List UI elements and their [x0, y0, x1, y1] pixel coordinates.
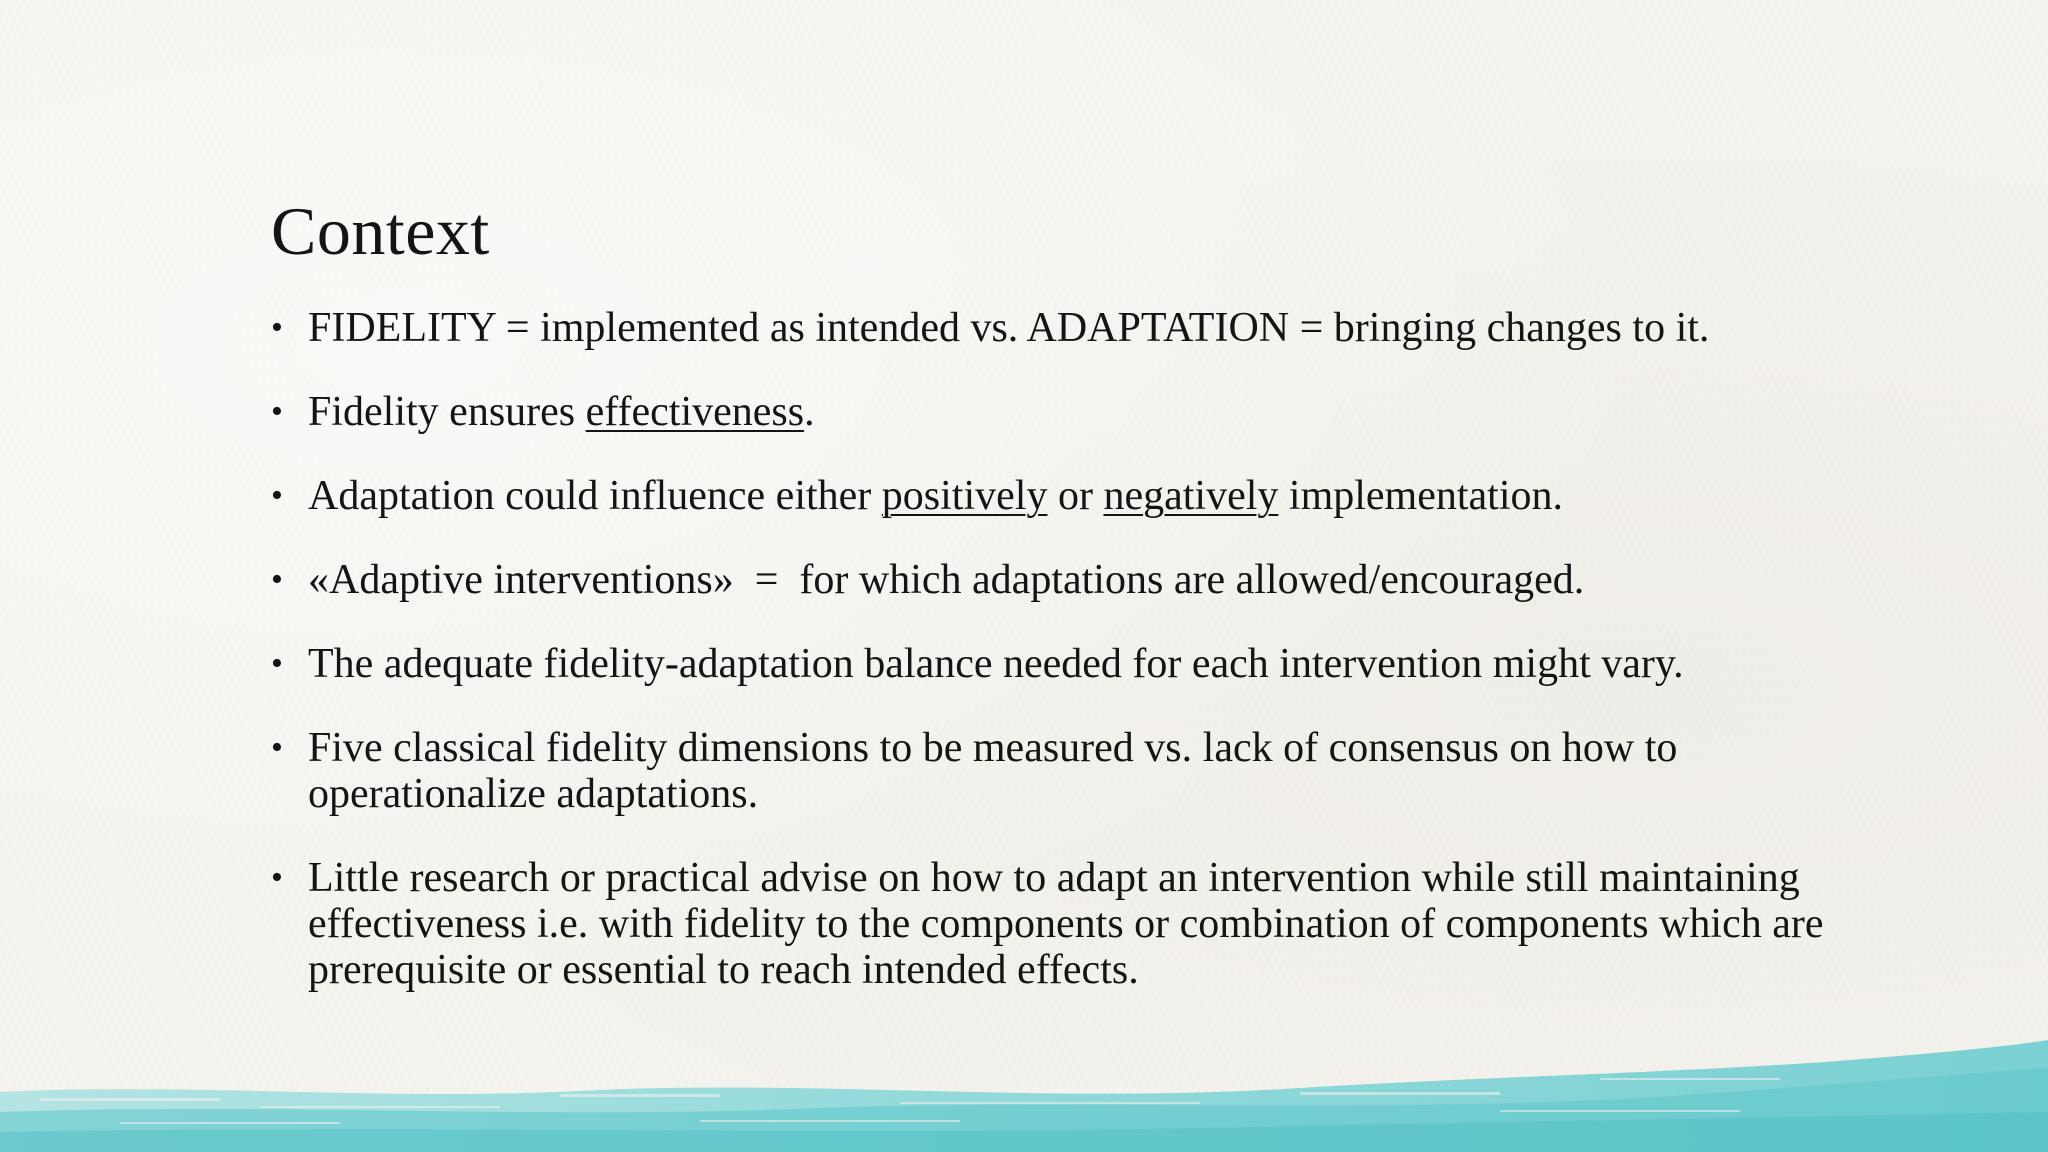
underlined-term: positively — [881, 473, 1048, 519]
bullet-item — [271, 305, 1871, 351]
bullet-item — [271, 641, 1871, 687]
watercolor-wash-decoration — [0, 1032, 2048, 1152]
bullet-text: FIDELITY = implemented as intended vs. ADAPTATION = bringing changes to it. — [308, 305, 1710, 351]
bullet-list — [271, 305, 1871, 1031]
bullet-dot-icon: • — [271, 561, 283, 598]
bullet-item — [271, 473, 1871, 519]
bullet-dot-icon: • — [271, 645, 283, 682]
bullet-dot-icon: • — [271, 729, 283, 766]
bullet-dot-icon: • — [271, 477, 283, 514]
bullet-text: Five classical fidelity dimensions to be measured vs. lack of consensus on how to operationalize adaptations. — [308, 725, 1678, 817]
bullet-dot-icon: • — [271, 859, 283, 896]
bullet-text: implementation. — [1278, 473, 1564, 519]
bullet-text: Little research or practical advise on how to adapt an intervention while still maintaining effectiveness i.e. with fidelity to the components or combination of components which are prerequisite or essential to reach intended effects. — [308, 855, 1824, 993]
bullet-dot-icon: • — [271, 393, 283, 430]
bullet-dot-icon: • — [271, 309, 283, 346]
bullet-text: or — [1047, 473, 1104, 519]
slide-title: Context — [271, 193, 490, 269]
bullet-text: «Adaptive interventions» = for which adaptations are allowed/encouraged. — [308, 557, 1585, 603]
bullet-item — [271, 855, 1871, 993]
bullet-item — [271, 557, 1871, 603]
bullet-item — [271, 389, 1871, 435]
bullet-item — [271, 725, 1871, 817]
bullet-text: Adaptation could influence either — [308, 473, 882, 519]
bullet-text: . — [804, 389, 815, 435]
bullet-text: The adequate fidelity-adaptation balance needed for each intervention might vary. — [308, 641, 1684, 687]
bullet-text: Fidelity ensures — [308, 389, 586, 435]
underlined-term: effectiveness — [585, 389, 805, 435]
underlined-term: negatively — [1103, 473, 1279, 519]
